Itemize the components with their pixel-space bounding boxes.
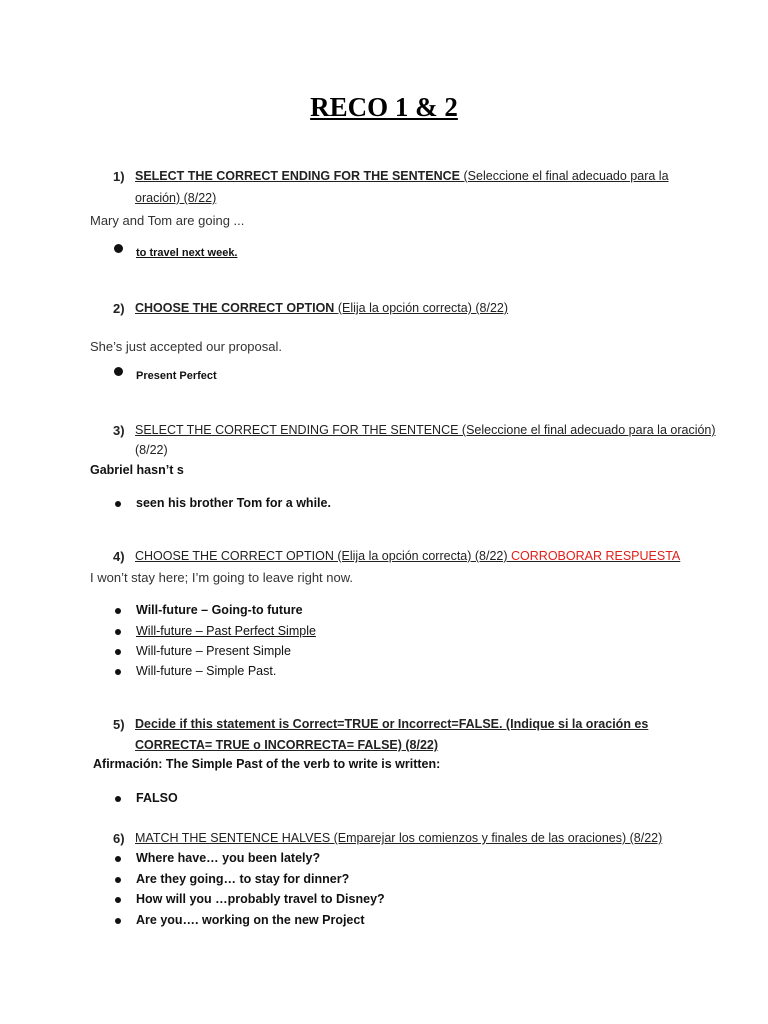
question-1-prompt [135, 169, 669, 183]
question-3-answer: seen his brother Tom for a while. [136, 496, 331, 510]
bullet-icon [115, 796, 121, 802]
question-3-prompt: SELECT THE CORRECT ENDING FOR THE SENTENCE (Seleccione el final adecuado para la oración) [135, 423, 716, 437]
question-4-option: Will-future – Present Simple [136, 644, 291, 658]
page-title: RECO 1 & 2 [310, 92, 458, 122]
bullet-icon [115, 608, 121, 614]
question-4-number: 4) [113, 549, 125, 564]
question-4-option: Will-future – Going-to future [136, 603, 303, 617]
question-4-verify-note: CORROBORAR RESPUESTA [511, 549, 681, 563]
question-1-prompt-continued: oración) (8/22) [135, 191, 217, 205]
question-6-prompt: MATCH THE SENTENCE HALVES (Emparejar los comienzos y finales de las oraciones) (8/22) [135, 831, 663, 845]
question-4-option: Will-future – Past Perfect Simple [136, 624, 316, 638]
bullet-icon [115, 918, 121, 924]
question-1-prompt-english: SELECT THE CORRECT ENDING FOR THE SENTENCE [135, 169, 461, 183]
bullet-icon [115, 669, 121, 675]
question-2-answer: Present Perfect [136, 370, 217, 382]
bullet-icon [115, 897, 121, 903]
question-2-prompt-english: CHOOSE THE CORRECT OPTION [135, 301, 335, 315]
bullet-icon [115, 649, 121, 655]
question-5-number: 5) [113, 717, 125, 732]
question-4-prompt [135, 549, 680, 563]
question-2-statement: She’s just accepted our proposal. [90, 339, 282, 354]
match-item: Are you…. working on the new Project [136, 913, 365, 927]
match-item: Where have… you been lately? [136, 851, 321, 865]
bullet-icon [114, 367, 123, 376]
question-5-prompt: Decide if this statement is Correct=TRUE or Incorrect=FALSE. (Indique si la oración es [135, 717, 649, 731]
bullet-icon [115, 856, 121, 862]
bullet-icon [115, 629, 121, 635]
match-item: How will you …probably travel to Disney? [136, 892, 385, 906]
question-6-number: 6) [113, 831, 125, 846]
bullet-icon [114, 244, 123, 253]
match-item: Are they going… to stay for dinner? [136, 872, 350, 886]
question-4-prompt-text: CHOOSE THE CORRECT OPTION (Elija la opción correcta) (8/22) [135, 549, 508, 563]
question-2-prompt-spanish: (Elija la opción correcta) (8/22) [337, 301, 509, 315]
question-1-statement: Mary and Tom are going ... [90, 213, 245, 228]
question-5-answer: FALSO [136, 791, 178, 805]
question-1-prompt-spanish: (Seleccione el final adecuado para la [463, 169, 669, 183]
question-2-prompt [135, 301, 508, 315]
bullet-icon [115, 501, 121, 507]
question-1-answer: to travel next week. [136, 247, 238, 259]
question-3-number: 3) [113, 423, 125, 438]
bullet-icon [115, 877, 121, 883]
question-5-statement: Afirmación: The Simple Past of the verb to write is written: [93, 757, 441, 771]
question-3-prompt-continued: (8/22) [135, 443, 168, 457]
question-4-statement: I won’t stay here; I’m going to leave right now. [90, 570, 354, 585]
question-4-option: Will-future – Simple Past. [136, 664, 277, 678]
question-1-number: 1) [113, 169, 125, 184]
question-5-prompt-continued: CORRECTA= TRUE o INCORRECTA= FALSE) (8/22) [135, 738, 439, 752]
question-3-statement: Gabriel hasn’t s [90, 463, 184, 477]
question-2-number: 2) [113, 301, 125, 316]
